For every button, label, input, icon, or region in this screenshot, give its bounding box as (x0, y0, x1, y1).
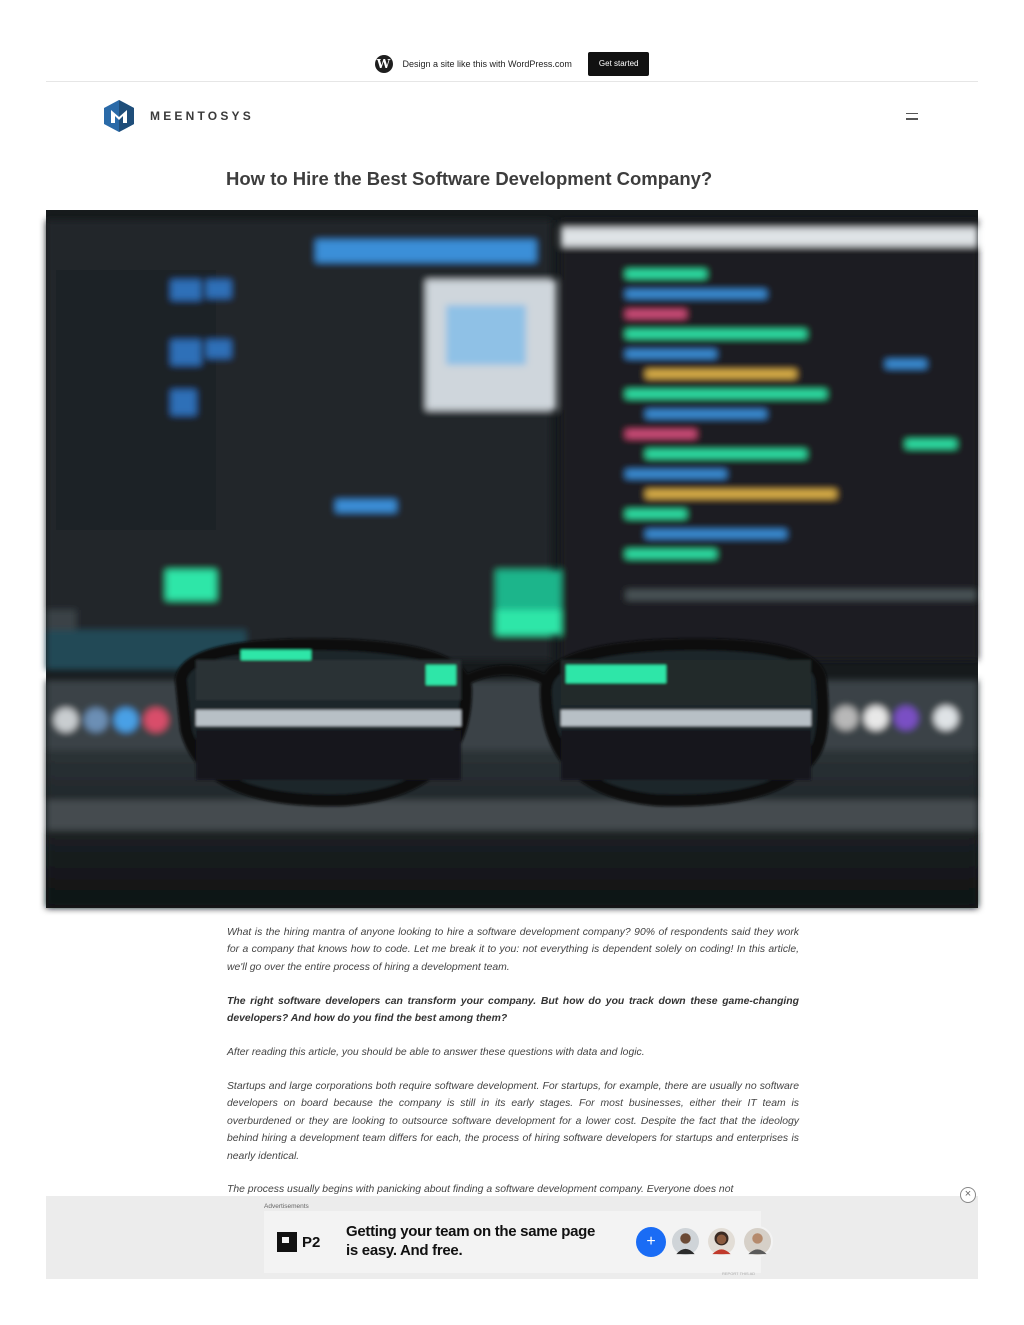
p2-logo (277, 1232, 320, 1252)
ad-headline: Getting your team on the same page is easy. And free. (346, 1223, 596, 1259)
meentosys-logo-icon (104, 100, 134, 132)
blurred-code-monitors-image (46, 210, 978, 908)
site-title[interactable]: MEENTOSYS (150, 109, 254, 123)
post-title: How to Hire the Best Software Development Company? (226, 168, 713, 189)
wordpress-logo-icon[interactable]: W (375, 55, 393, 73)
featured-image (46, 210, 978, 908)
avatar-3 (742, 1226, 773, 1257)
paragraph-after-reading: After reading this article, you should be able to answer these questions with data and logic. (227, 1047, 645, 1059)
ad-banner[interactable] (264, 1211, 761, 1276)
avatar-2 (706, 1226, 737, 1257)
close-ad-icon[interactable]: × (960, 1187, 976, 1203)
p2-brand-text: P2 (302, 1233, 321, 1251)
report-ad-link[interactable]: REPORT THIS AD (722, 1271, 756, 1276)
paragraph-process: The process usually begins with panicking about finding a software development company. Everyone does not (227, 1184, 734, 1196)
wordpress-promo-bar (46, 46, 978, 82)
plus-icon[interactable]: + (636, 1227, 666, 1257)
p2-logo-icon (277, 1232, 297, 1252)
avatar-1 (670, 1226, 701, 1257)
get-started-button[interactable]: Get started (588, 52, 650, 76)
ad-label: Advertisements (264, 1203, 309, 1210)
site-header (104, 100, 920, 132)
article-content (227, 924, 799, 1215)
hamburger-menu-icon[interactable] (906, 111, 920, 121)
paragraph-startups: Startups and large corporations both require software development. For startups, for example, there are usually no software developers on board because the company is still in its early stages. For most businesses, either their IT team is overburdened or they are looking to outsource software development for a lower cost. Despite the fact that the ideology behind hiring a development team differs for each, the process of hiring software developers for startups and enterprises is nearly identical. (227, 1080, 799, 1162)
brand-home-link[interactable] (104, 100, 254, 132)
paragraph-highlight: The right software developers can transform your company. But how do you track down these game-changing developers? And how do you find the best among them? (227, 995, 799, 1025)
paragraph-intro: What is the hiring mantra of anyone looking to hire a software development company? 90% of respondents said they work for a company that knows how to code. Let me break it to you: not everything is dependent solely on coding! In this article, we'll go over the entire process of hiring a development team. (227, 927, 799, 973)
wordpress-promo-text[interactable]: Design a site like this with WordPress.com (402, 58, 572, 69)
